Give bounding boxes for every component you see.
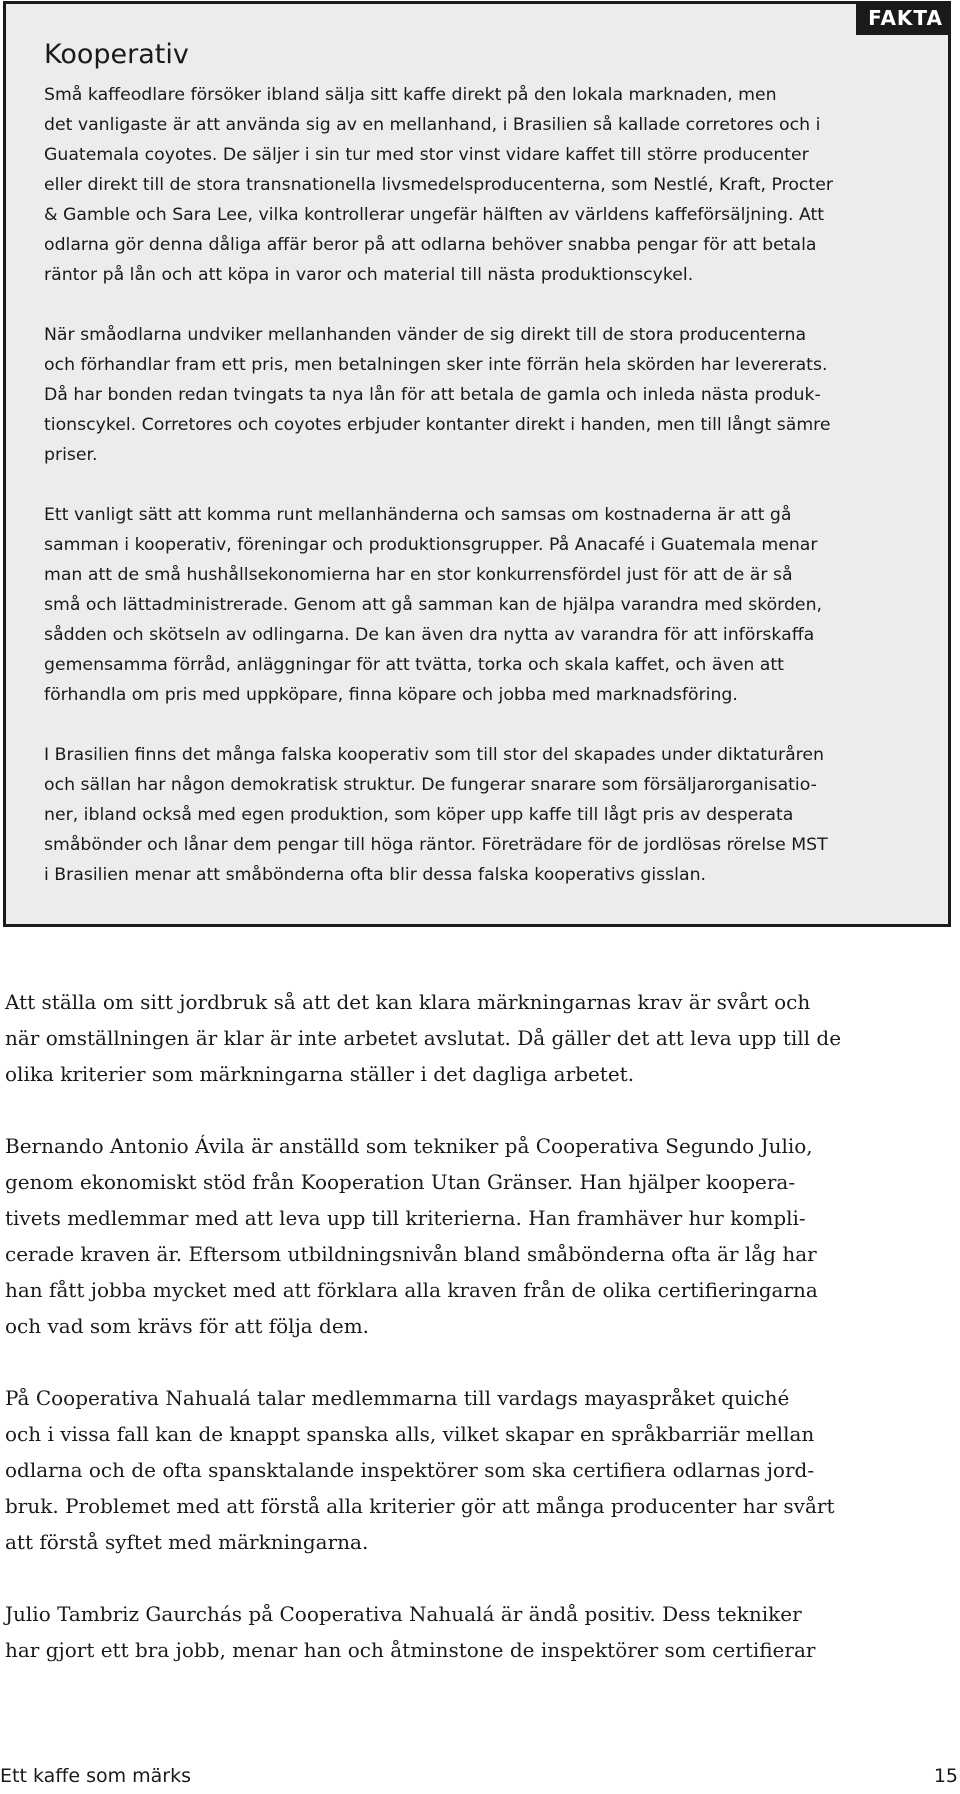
- page-number: 15: [933, 1765, 958, 1787]
- main-body-text: [5, 984, 950, 1704]
- body-paragraph: Julio Tambriz Gaurchás på Cooperativa Nahualá är ändå positiv. Dess tekniker har gjort ett bra jobb, menar han och åtminstone de inspektörer som certifierar: [5, 1602, 816, 1662]
- fakta-paragraph: Ett vanligt sätt att komma runt mellanhänderna och samsas om kostnaderna är att gå samman i kooperativ, föreningar och produktionsgrupper. På Anacafé i Guatemala menar man att de små hushållsekonomierna har en stor konkurrensfördel just för att de är så små och lättadministrerade. Genom att gå samman kan de hjälpa varandra med skörden, sådden och skötseln av odlingarna. De kan även dra nytta av varandra för att införskaffa gemensamma förråd, anläggningar för att tvätta, torka och skala kaffet, och även att förhandla om pris med uppköpare, finna köpare och jobba med marknadsföring.: [44, 505, 823, 705]
- fakta-paragraph: Små kaffeodlare försöker ibland sälja sitt kaffe direkt på den lokala marknaden, men det vanligaste är att använda sig av en mellanhand, i Brasilien så kallade corretores och i Guatemala coyotes. De säljer i sin tur med stor vinst vidare kaffet till större producenter eller direkt till de stora transnationella livsmedelsproducenterna, som Nestlé, Kraft, Procter & Gamble och Sara Lee, vilka kontrollerar ungefär hälften av världens kaffeförsäljning. Att odlarna gör denna dåliga affär beror på att odlarna behöver snabba pengar för att betala räntor på lån och att köpa in varor och material till nästa produktionscykel.: [44, 85, 833, 285]
- fakta-paragraph: När småodlarna undviker mellanhanden vänder de sig direkt till de stora producenterna och förhandlar fram ett pris, men betalningen sker inte förrän hela skörden har levererats. Då har bonden redan tvingats ta nya lån för att betala de gamla och inleda nästa produk- tionscykel. Corretores och coyotes erbjuder kontanter direkt i handen, men till långt sämre priser.: [44, 325, 831, 465]
- fakta-label: FAKTA: [856, 1, 951, 35]
- fakta-box: [3, 1, 951, 927]
- body-paragraph: Att ställa om sitt jordbruk så att det kan klara märkningarnas krav är svårt och när omställningen är klar är inte arbetet avslutat. Då gäller det att leva upp till de olika kriterier som märkningarna ställer i det dagliga arbetet.: [5, 990, 842, 1086]
- body-paragraph: På Cooperativa Nahualá talar medlemmarna till vardags mayaspråket quiché och i vissa fall kan de knappt spanska alls, vilket skapar en språkbarriär mellan odlarna och de ofta spansktalande inspektörer som ska certifiera odlarnas jord- bruk. Problemet med att förstå alla kriterier gör att många producenter har svårt att förstå syftet med märkningarna.: [5, 1386, 835, 1554]
- fakta-body: [44, 80, 912, 920]
- body-paragraph: Bernando Antonio Ávila är anställd som tekniker på Cooperativa Segundo Julio, genom ekonomiskt stöd från Kooperation Utan Gränser. Han hjälper koopera- tivets medlemmar med att leva upp till kriterierna. Han framhäver hur kompli- cerade kraven är. Eftersom utbildningsnivån bland småbönderna ofta är låg har han fått jobba mycket med att förklara alla kraven från de olika certifieringarna och vad som krävs för att följa dem.: [5, 1134, 818, 1338]
- footer-publication-title: Ett kaffe som märks: [0, 1765, 192, 1787]
- fakta-paragraph: I Brasilien finns det många falska kooperativ som till stor del skapades under diktaturåren och sällan har någon demokratisk struktur. De fungerar snarare som försäljarorganisatio- ner, ibland också med egen produktion, som köper upp kaffe till lågt pris av desperata småbönder och lånar dem pengar till höga räntor. Företrädare för de jordlösas rörelse MST i Brasilien menar att småbönderna ofta blir dessa falska kooperativs gisslan.: [44, 745, 828, 885]
- fakta-title: Kooperativ: [44, 39, 189, 70]
